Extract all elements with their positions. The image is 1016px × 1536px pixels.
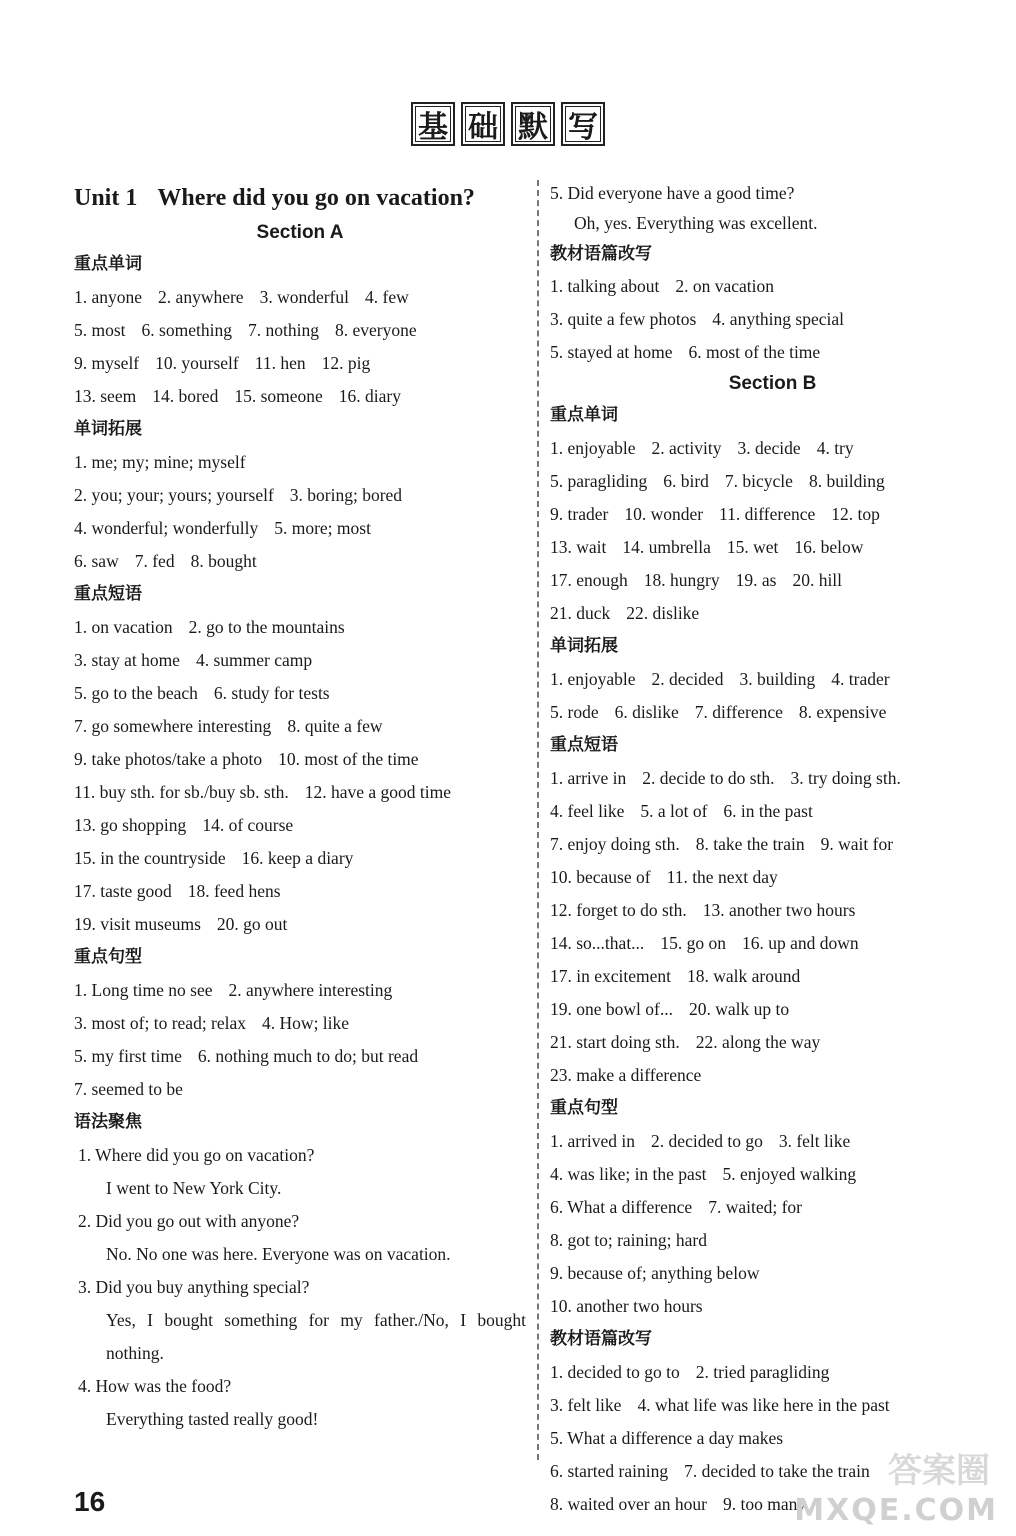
section-b-line <box>550 1389 995 1422</box>
section-a-item: 3. boring; bored <box>289 485 403 505</box>
section-b-item: 11. difference <box>719 504 816 524</box>
unit-number: Unit 1 <box>74 185 138 211</box>
section-a-item: 17. taste good <box>74 881 172 901</box>
section-a-item: 3. most of; to read; relax <box>74 1013 247 1033</box>
section-b-item: 13. wait <box>550 537 607 557</box>
title-char: 写 <box>561 102 605 146</box>
title-char: 基 <box>411 102 455 146</box>
section-a-line <box>74 281 526 314</box>
title-char: 默 <box>511 102 555 146</box>
section-b-item: 15. wet <box>726 537 779 557</box>
section-b-item: 22. dislike <box>626 603 700 623</box>
section-b-item: 3. decide <box>737 438 801 458</box>
section-b-item: 1. enjoyable <box>550 669 636 689</box>
section-a-item: 4. few <box>365 287 409 307</box>
section-a-item: 2. go to the mountains <box>188 617 345 637</box>
section-a-line <box>74 908 526 941</box>
watermark-logo: 答案圈 <box>888 1451 990 1491</box>
section-a-item: 7. go somewhere interesting <box>74 716 272 736</box>
section-b-item: 16. up and down <box>741 933 859 953</box>
section-b-item: 9. because of; anything below <box>550 1263 760 1283</box>
section-a-item: 7. fed <box>134 551 175 571</box>
section-b-item: 12. forget to do sth. <box>550 900 687 920</box>
rewrite-item: 4. anything special <box>712 309 844 329</box>
section-b-item: 14. so...that... <box>550 933 645 953</box>
section-b-heading: 重点句型 <box>550 1098 618 1118</box>
section-b-item: 2. decide to do sth. <box>642 768 775 788</box>
section-a-line <box>74 1040 526 1073</box>
section-b-item: 8. waited over an hour <box>550 1494 707 1514</box>
section-b-item: 2. decided to go <box>651 1131 763 1151</box>
section-a-line <box>74 479 526 512</box>
section-b-item: 5. What a difference a day makes <box>550 1428 784 1448</box>
section-a-item: 5. go to the beach <box>74 683 198 703</box>
section-a-item: 11. hen <box>254 353 306 373</box>
watermark-text: MXQE.COM <box>794 1493 998 1528</box>
section-a-heading: 单词拓展 <box>74 419 142 439</box>
section-a-item: 8. quite a few <box>287 716 383 736</box>
section-a-line <box>74 347 526 380</box>
section-b-heading: 教材语篇改写 <box>550 1329 652 1349</box>
section-a-item: 1. anyone <box>74 287 143 307</box>
grammar-items <box>74 1139 526 1436</box>
section-b-line <box>550 597 995 630</box>
section-b-heading: 重点单词 <box>550 405 618 425</box>
section-b-item: 1. decided to go to <box>550 1362 680 1382</box>
section-b-line <box>550 564 995 597</box>
section-a-item: 6. something <box>141 320 232 340</box>
section-b-item: 21. duck <box>550 603 611 623</box>
left-column <box>74 178 526 1436</box>
section-b-line <box>550 696 995 729</box>
section-a-line <box>74 545 526 578</box>
section-b-item: 2. tried paragliding <box>695 1362 830 1382</box>
section-b-line <box>550 1059 995 1092</box>
section-a-item: 1. me; my; mine; myself <box>74 452 246 472</box>
section-b-item: 19. as <box>735 570 777 590</box>
column-divider <box>537 180 539 1460</box>
section-b-item: 7. bicycle <box>724 471 793 491</box>
section-b-line <box>550 828 995 861</box>
section-b-line <box>550 762 995 795</box>
section-a-line <box>74 842 526 875</box>
unit-title <box>74 178 526 218</box>
section-b-item: 3. felt like <box>778 1131 851 1151</box>
section-b-item: 19. one bowl of... <box>550 999 673 1019</box>
section-a-item: 8. bought <box>190 551 257 571</box>
section-b-item: 17. in excitement <box>550 966 672 986</box>
section-b-line <box>550 1191 995 1224</box>
section-a-item: 4. wonderful; wonderfully <box>74 518 259 538</box>
section-b-item: 1. arrived in <box>550 1131 636 1151</box>
grammar-answer: Oh, yes. Everything was excellent. <box>574 213 818 233</box>
section-a-line <box>74 1073 526 1106</box>
section-a-label: Section A <box>256 222 344 243</box>
grammar-answer: No. No one was here. Everyone was on vacation. <box>106 1244 451 1264</box>
section-a-item: 12. pig <box>321 353 371 373</box>
section-b-line <box>550 1125 995 1158</box>
page-title <box>0 102 1016 146</box>
section-b-item: 3. try doing sth. <box>790 768 901 788</box>
section-b-line <box>550 894 995 927</box>
section-a-item: 5. most <box>74 320 126 340</box>
section-a-blocks <box>74 248 526 1106</box>
section-a-line <box>74 644 526 677</box>
section-b-item: 18. walk around <box>687 966 801 986</box>
section-a-heading: 重点单词 <box>74 254 142 274</box>
grammar-question: 4. How was the food? <box>78 1376 232 1396</box>
section-b-label: Section B <box>728 373 817 394</box>
section-b-item: 2. decided <box>651 669 724 689</box>
section-a-heading: 重点短语 <box>74 584 142 604</box>
rewrite-item: 1. talking about <box>550 276 660 296</box>
section-b-item: 17. enough <box>550 570 628 590</box>
section-a-line <box>74 974 526 1007</box>
section-b-item: 2. activity <box>651 438 722 458</box>
section-b-item: 4. what life was like here in the past <box>637 1395 890 1415</box>
section-b-line <box>550 861 995 894</box>
section-b-item: 8. got to; raining; hard <box>550 1230 707 1250</box>
section-b-item: 3. felt like <box>550 1395 622 1415</box>
section-b-item: 6. started raining <box>550 1461 669 1481</box>
section-b-item: 8. take the train <box>695 834 805 854</box>
grammar-question: 3. Did you buy anything special? <box>78 1277 310 1297</box>
section-a-line <box>74 875 526 908</box>
section-a-item: 6. nothing much to do; but read <box>197 1046 419 1066</box>
section-a-item: 2. you; your; yours; yourself <box>74 485 274 505</box>
section-b-item: 4. was like; in the past <box>550 1164 707 1184</box>
section-a-line <box>74 809 526 842</box>
section-b-item: 10. wonder <box>624 504 704 524</box>
section-b-line <box>550 795 995 828</box>
section-b-item: 9. trader <box>550 504 609 524</box>
section-a-line <box>74 512 526 545</box>
section-a-item: 14. bored <box>152 386 219 406</box>
rewrite-line <box>550 270 995 303</box>
section-b-item: 3. building <box>739 669 816 689</box>
grammar-answer: Everything tasted really good! <box>106 1409 319 1429</box>
section-a-item: 2. anywhere <box>158 287 244 307</box>
section-b-line <box>550 927 995 960</box>
section-b-line <box>550 993 995 1026</box>
section-b-line <box>550 1026 995 1059</box>
section-b-item: 23. make a difference <box>550 1065 702 1085</box>
section-b-item: 7. difference <box>694 702 783 722</box>
section-a-line <box>74 380 526 413</box>
grammar-question: 2. Did you go out with anyone? <box>78 1211 300 1231</box>
section-a-item: 11. buy sth. for sb./buy sb. sth. <box>74 782 289 802</box>
section-a-line <box>74 677 526 710</box>
section-b-line <box>550 531 995 564</box>
section-a-item: 5. more; most <box>274 518 371 538</box>
section-b-item: 20. walk up to <box>688 999 790 1019</box>
section-a-item: 10. most of the time <box>278 749 419 769</box>
section-b-line <box>550 1290 995 1323</box>
section-b-line <box>550 498 995 531</box>
grammar-answer: I went to New York City. <box>106 1178 282 1198</box>
section-b-item: 7. waited; for <box>708 1197 802 1217</box>
section-b-heading: 重点短语 <box>550 735 618 755</box>
rewrite-item: 6. most of the time <box>688 342 821 362</box>
section-a-item: 13. go shopping <box>74 815 187 835</box>
section-b-item: 6. What a difference <box>550 1197 693 1217</box>
section-b-line <box>550 1224 995 1257</box>
section-b-item: 1. enjoyable <box>550 438 636 458</box>
section-a-item: 6. saw <box>74 551 119 571</box>
section-a-item: 5. my first time <box>74 1046 182 1066</box>
section-b-item: 6. dislike <box>614 702 679 722</box>
section-a-line <box>74 776 526 809</box>
section-b-line <box>550 663 995 696</box>
section-b-item: 11. the next day <box>666 867 778 887</box>
section-a-item: 14. of course <box>202 815 294 835</box>
grammar-answer: Yes, I bought something for my father./No, I bought nothing. <box>106 1310 526 1363</box>
grammar-question: 1. Where did you go on vacation? <box>78 1145 315 1165</box>
section-b-item: 14. umbrella <box>622 537 711 557</box>
rewrite-item: 5. stayed at home <box>550 342 673 362</box>
section-a-item: 19. visit museums <box>74 914 201 934</box>
section-a-item: 20. go out <box>216 914 288 934</box>
section-a-line <box>74 710 526 743</box>
rewrite-item: 3. quite a few photos <box>550 309 697 329</box>
title-char: 础 <box>461 102 505 146</box>
section-a-item: 7. nothing <box>247 320 319 340</box>
section-a-item: 3. stay at home <box>74 650 180 670</box>
section-a-item: 15. someone <box>234 386 323 406</box>
section-a-item: 16. keep a diary <box>241 848 354 868</box>
section-b-item: 5. a lot of <box>640 801 708 821</box>
section-b-line <box>550 1356 995 1389</box>
rewrite-line <box>550 336 995 369</box>
section-a-item: 4. summer camp <box>195 650 313 670</box>
section-b-line <box>550 960 995 993</box>
section-b-item: 6. bird <box>663 471 709 491</box>
section-b-heading: 单词拓展 <box>550 636 618 656</box>
section-a-item: 13. seem <box>74 386 137 406</box>
section-a-item: 10. yourself <box>155 353 239 373</box>
section-b-item: 5. enjoyed walking <box>722 1164 857 1184</box>
section-b-item: 10. because of <box>550 867 651 887</box>
section-a-item: 4. How; like <box>262 1013 350 1033</box>
section-b-item: 21. start doing sth. <box>550 1032 680 1052</box>
grammar-heading: 语法聚焦 <box>74 1112 142 1132</box>
section-a-item: 18. feed hens <box>187 881 281 901</box>
section-b-item: 8. building <box>808 471 885 491</box>
unit-name: Where did you go on vacation? <box>157 185 475 211</box>
section-b-item: 9. too many <box>722 1494 807 1514</box>
section-b-item: 7. decided to take the train <box>684 1461 870 1481</box>
section-a-item: 12. have a good time <box>304 782 451 802</box>
section-b-item: 10. another two hours <box>550 1296 703 1316</box>
section-b-line <box>550 465 995 498</box>
section-a-item: 15. in the countryside <box>74 848 226 868</box>
rewrite-line <box>550 303 995 336</box>
section-b-item: 7. enjoy doing sth. <box>550 834 680 854</box>
section-b-item: 4. feel like <box>550 801 625 821</box>
section-a-item: 8. everyone <box>334 320 417 340</box>
section-b-item: 5. paragliding <box>550 471 648 491</box>
section-b-item: 6. in the past <box>723 801 813 821</box>
section-b-item: 20. hill <box>792 570 843 590</box>
section-a-line <box>74 611 526 644</box>
right-column <box>550 178 995 1521</box>
page-number: 16 <box>74 1486 106 1517</box>
section-a-line <box>74 743 526 776</box>
section-b-blocks <box>550 399 995 1521</box>
section-a-line <box>74 446 526 479</box>
section-a-item: 1. Long time no see <box>74 980 213 1000</box>
section-b-item: 15. go on <box>660 933 726 953</box>
section-b-line <box>550 432 995 465</box>
section-a-line <box>74 314 526 347</box>
section-a-item: 9. take photos/take a photo <box>74 749 263 769</box>
section-b-item: 13. another two hours <box>702 900 856 920</box>
rewrite-item: 2. on vacation <box>675 276 775 296</box>
section-a-item: 16. diary <box>338 386 402 406</box>
section-a-item: 1. on vacation <box>74 617 173 637</box>
section-b-item: 9. wait for <box>820 834 894 854</box>
section-a-item: 2. anywhere interesting <box>228 980 393 1000</box>
section-b-item: 12. top <box>831 504 880 524</box>
rewrite-heading: 教材语篇改写 <box>550 244 652 264</box>
rewrite-lines <box>550 270 995 369</box>
section-a-item: 9. myself <box>74 353 140 373</box>
section-b-item: 4. trader <box>831 669 890 689</box>
section-b-item: 18. hungry <box>643 570 720 590</box>
section-b-item: 8. expensive <box>798 702 887 722</box>
section-a-item: 7. seemed to be <box>74 1079 183 1099</box>
section-a-heading: 重点句型 <box>74 947 142 967</box>
section-b-line <box>550 1257 995 1290</box>
section-b-item: 22. along the way <box>695 1032 821 1052</box>
section-a-item: 3. wonderful <box>259 287 350 307</box>
grammar-question: 5. Did everyone have a good time? <box>550 183 795 203</box>
section-a-line <box>74 1007 526 1040</box>
section-b-item: 16. below <box>794 537 864 557</box>
section-a-item: 6. study for tests <box>213 683 330 703</box>
section-b-item: 4. try <box>816 438 854 458</box>
section-b-line <box>550 1158 995 1191</box>
section-b-item: 5. rode <box>550 702 599 722</box>
section-b-item: 1. arrive in <box>550 768 627 788</box>
